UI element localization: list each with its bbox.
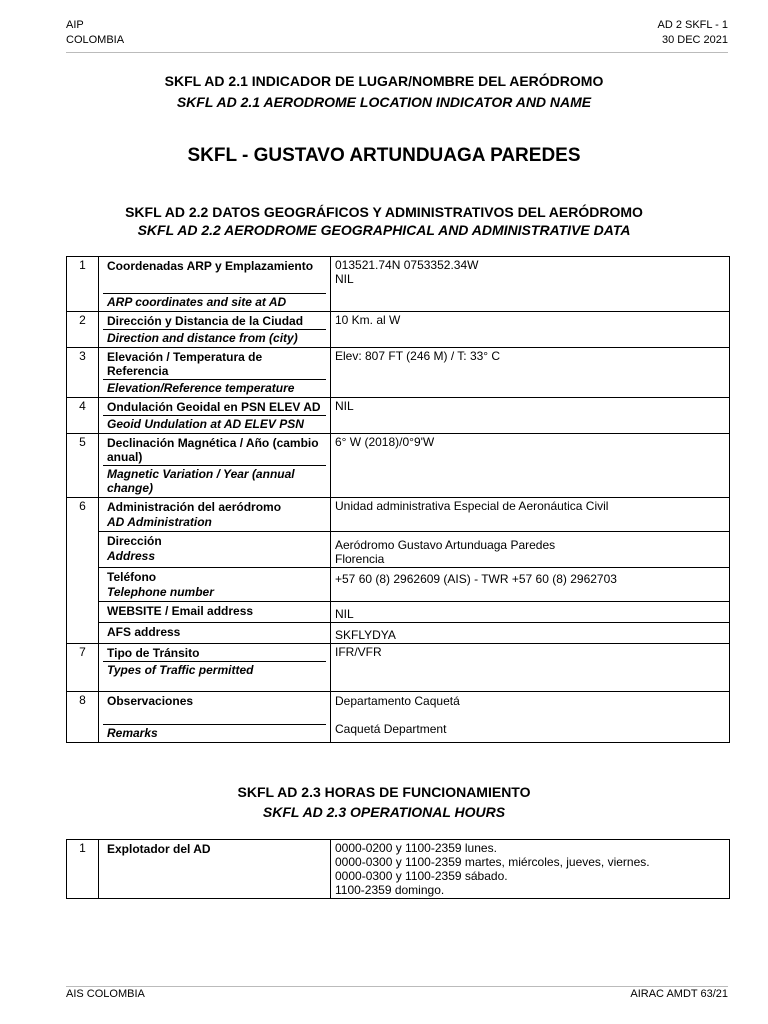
hours-line: 0000-0200 y 1100-2359 lunes.	[335, 841, 497, 855]
row-label	[99, 644, 331, 692]
footer-left: AIS COLOMBIA	[66, 988, 145, 1000]
row-number: 3	[67, 348, 99, 398]
label-en: Geoid Undulation at AD ELEV PSN	[103, 415, 326, 432]
table-row	[67, 623, 730, 644]
row-value: Unidad administrativa Especial de Aeronáutica Civil	[331, 498, 730, 532]
header-country: COLOMBIA	[66, 34, 125, 46]
section-23-title-es: SKFL AD 2.3 HORAS DE FUNCIONAMIENTO	[237, 784, 531, 800]
section-22-title-en: SKFL AD 2.2 AERODROME GEOGRAPHICAL AND ADMINISTRATIVE DATA	[137, 222, 631, 238]
table-operational-hours	[66, 839, 730, 899]
label-es: Dirección	[107, 534, 162, 548]
label-en: Elevation/Reference temperature	[103, 379, 326, 396]
row-value: +57 60 (8) 2962609 (AIS) - TWR +57 60 (8) 2962703	[331, 568, 730, 602]
row-number: 5	[67, 434, 99, 498]
row-number: 7	[67, 644, 99, 692]
row-label	[99, 434, 331, 498]
header-page-ref: AD 2 SKFL - 1	[657, 19, 728, 31]
section-21-title-es: SKFL AD 2.1 INDICADOR DE LUGAR/NOMBRE DEL AERÓDROMO	[164, 73, 604, 89]
label-en: Magnetic Variation / Year (annual change)	[103, 465, 326, 496]
row-number: 1	[67, 840, 99, 899]
row-label	[99, 840, 331, 899]
aerodrome-name: SKFL - GUSTAVO ARTUNDUAGA PAREDES	[187, 145, 581, 166]
section-21-title-en: SKFL AD 2.1 AERODROME LOCATION INDICATOR AND NAME	[176, 94, 592, 110]
header-aip: AIP	[66, 19, 84, 31]
label-en: Address	[107, 549, 156, 563]
table-row	[67, 348, 730, 398]
hours-line: 0000-0300 y 1100-2359 martes, miércoles, jueves, viernes.	[335, 855, 650, 869]
table-row	[67, 312, 730, 348]
row-number: 8	[67, 692, 99, 743]
label-es: Administración del aeródromo	[107, 500, 282, 514]
row-label	[99, 498, 331, 532]
label-en: Remarks	[103, 724, 326, 741]
label-es: Tipo de Tránsito	[107, 646, 200, 660]
value-es: Departamento Caquetá	[335, 694, 460, 708]
row-number: 4	[67, 398, 99, 434]
row-number: 2	[67, 312, 99, 348]
row-value	[331, 840, 730, 899]
row-label	[99, 532, 331, 568]
label-web: WEBSITE / Email address	[107, 604, 254, 618]
label-es: Dirección y Distancia de la Ciudad	[107, 314, 304, 328]
row-label	[99, 312, 331, 348]
label-en: AD Administration	[107, 515, 212, 529]
label-es: Explotador del AD	[107, 842, 211, 856]
section-23-title-en: SKFL AD 2.3 OPERATIONAL HOURS	[262, 804, 506, 820]
label-es: Ondulación Geoidal en PSN ELEV AD	[107, 400, 321, 414]
row-value: IFR/VFR	[331, 644, 730, 692]
label-en: ARP coordinates and site at AD	[103, 293, 326, 310]
value-line: NIL	[335, 272, 354, 286]
table-row	[67, 498, 730, 532]
row-value: SKFLYDYA	[331, 623, 730, 644]
hours-line: 0000-0300 y 1100-2359 sábado.	[335, 869, 508, 883]
table-row	[67, 644, 730, 692]
value-line: 013521.74N 0753352.34W	[335, 258, 479, 272]
row-label	[99, 398, 331, 434]
row-label	[99, 348, 331, 398]
row-label	[99, 602, 331, 623]
row-label	[99, 257, 331, 312]
row-value	[331, 532, 730, 568]
row-value: Elev: 807 FT (246 M) / T: 33° C	[331, 348, 730, 398]
hours-line: 1100-2359 domingo.	[335, 883, 445, 897]
table-row	[67, 257, 730, 312]
label-es: Declinación Magnética / Año (cambio anual)	[107, 436, 319, 464]
value-en: Caquetá Department	[335, 722, 447, 736]
row-label	[99, 692, 331, 743]
row-number: 1	[67, 257, 99, 312]
section-22-title-es: SKFL AD 2.2 DATOS GEOGRÁFICOS Y ADMINISTRATIVOS DEL AERÓDROMO	[125, 204, 643, 220]
label-es: Teléfono	[107, 570, 157, 584]
row-label	[99, 568, 331, 602]
label-es: Observaciones	[107, 694, 194, 708]
row-value: 10 Km. al W	[331, 312, 730, 348]
row-value: 6° W (2018)/0°9'W	[331, 434, 730, 498]
row-label	[99, 623, 331, 644]
label-es: Elevación / Temperatura de Referencia	[107, 350, 263, 378]
label-en: Telephone number	[107, 585, 214, 599]
table-row	[67, 602, 730, 623]
footer-rule	[66, 986, 728, 987]
table-row	[67, 434, 730, 498]
row-value	[331, 257, 730, 312]
label-en: Types of Traffic permitted	[103, 661, 326, 690]
table-row	[67, 398, 730, 434]
label-en: Direction and distance from (city)	[103, 329, 326, 346]
label-es: Coordenadas ARP y Emplazamiento	[107, 259, 314, 273]
table-row	[67, 532, 730, 568]
row-number: 6	[67, 498, 99, 644]
header-left	[66, 18, 124, 48]
value-line: Aeródromo Gustavo Artunduaga Paredes	[335, 538, 556, 552]
header-date: 30 DEC 2021	[661, 34, 728, 46]
header-right	[657, 18, 728, 48]
label-afs: AFS address	[107, 625, 181, 639]
table-row	[67, 692, 730, 743]
row-value: NIL	[331, 398, 730, 434]
header-rule	[66, 52, 728, 53]
row-value	[331, 692, 730, 743]
value-line: Florencia	[335, 552, 385, 566]
table-geographical-data	[66, 256, 730, 743]
table-row	[67, 840, 730, 899]
footer-right: AIRAC AMDT 63/21	[630, 988, 728, 1000]
table-row	[67, 568, 730, 602]
row-value: NIL	[331, 602, 730, 623]
